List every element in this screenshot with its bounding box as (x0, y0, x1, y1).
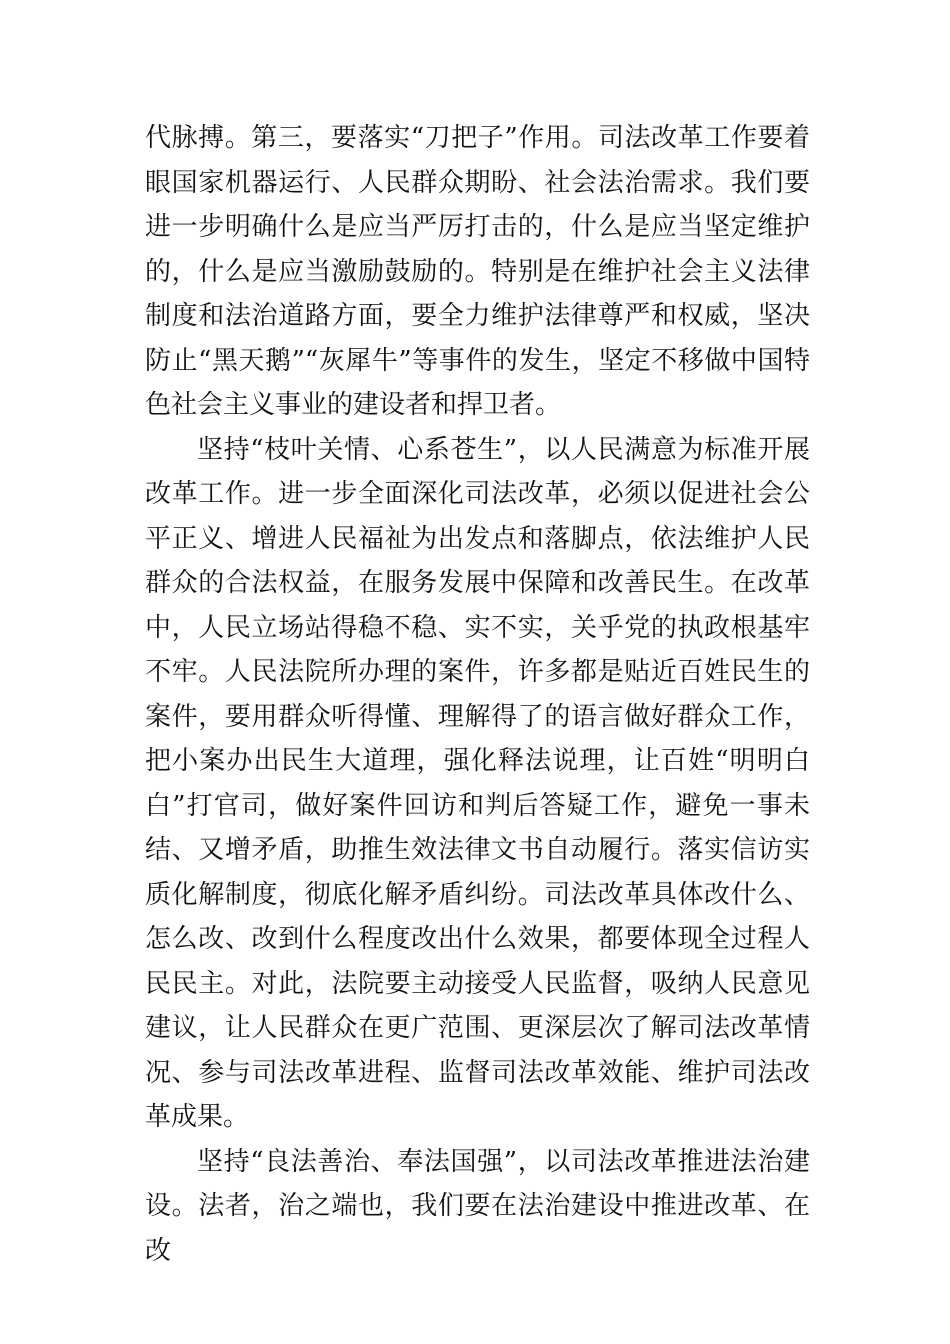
paragraph-2: 坚持“枝叶关情、心系苍生”，以人民满意为标准开展改革工作。进一步全面深化司法改革，必须以促进社会公平正义、增进人民福祉为出发点和落脚点，依法维护人民群众的合法权益，在服务发展中保障和改善民生。在改革中，人民立场站得稳不稳、实不实，关乎党的执政根基牢不牢。人民法院所办理的案件，许多都是贴近百姓民生的案件，要用群众听得懂、理解得了的语言做好群众工作，把小案办出民生大道理，强化释法说理，让百姓“明明白白”打官司，做好案件回访和判后答疑工作，避免一事未结、又增矛盾，助推生效法律文书自动履行。落实信访实质化解制度，彻底化解矛盾纠纷。司法改革具体改什么、怎么改、改到什么程度改出什么效果，都要体现全过程人民民主。对此，法院要主动接受人民监督，吸纳人民意见建议，让人民群众在更广范围、更深层次了解司法改革情况、参与司法改革进程、监督司法改革效能、维护司法改革成果。 (145, 434, 810, 1132)
paragraph-3: 坚持“良法善治、奉法国强”，以司法改革推进法治建设。法者，治之端也，我们要在法治建设中推进改革、在改 (145, 1146, 810, 1266)
document-body (145, 116, 810, 1273)
paragraph-1: 代脉搏。第三，要落实“刀把子”作用。司法改革工作要着眼国家机器运行、人民群众期盼、社会法治需求。我们要进一步明确什么是应当严厉打击的，什么是应当坚定维护的，什么是应当激励鼓励的。特别是在维护社会主义法律制度和法治道路方面，要全力维护法律尊严和权威，坚决防止“黑天鹅”“灰犀牛”等事件的发生，坚定不移做中国特色社会主义事业的建设者和捍卫者。 (145, 123, 810, 420)
